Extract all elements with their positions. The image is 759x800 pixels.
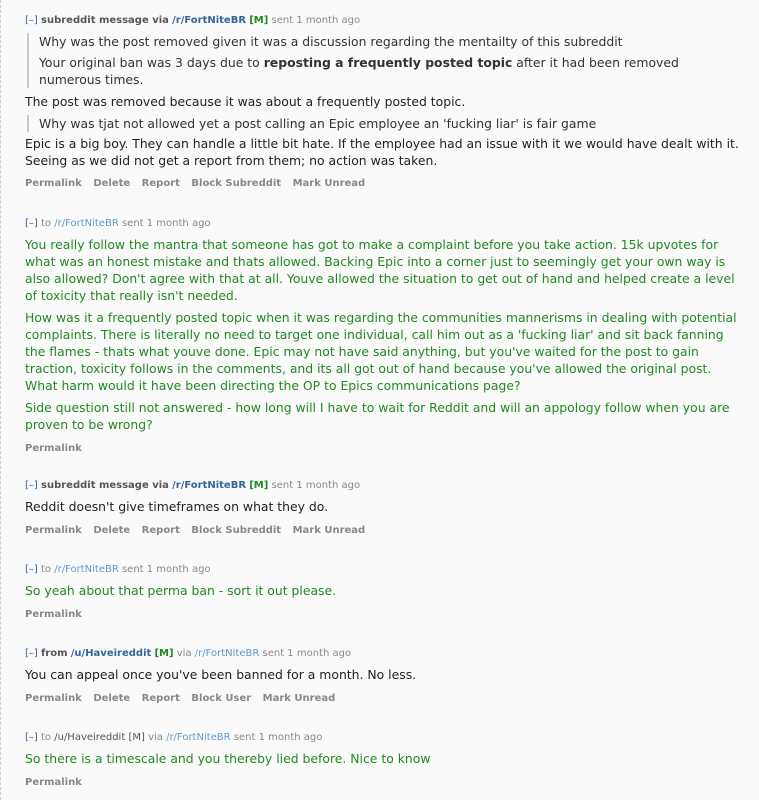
message-type: subreddit message via [41,480,169,491]
message-5 [0,647,759,706]
quote-text: Why was the post removed given it was a discussion regarding the mentailty of this subreddit [39,34,623,49]
report-button[interactable]: Report [141,693,180,704]
subreddit-link[interactable]: /r/FortNiteBR [54,564,119,575]
timestamp: sent 1 month ago [262,648,352,659]
moderator-badge: [M] [128,732,145,743]
via-label: via [176,648,192,659]
quote-text: Why was tjat not allowed yet a post calling an Epic employee an 'fucking liar' is fair game [39,116,597,131]
message-1 [0,14,759,191]
subreddit-link[interactable]: /r/FortNiteBR [54,218,119,229]
message-tagline [25,731,739,745]
message-body: So there is a timescale and you thereby lied before. Nice to know [25,751,431,766]
collapse-toggle[interactable]: [–] [25,648,38,659]
message-actions [25,692,739,706]
delete-button[interactable]: Delete [93,178,131,189]
message-tagline [25,14,739,28]
subreddit-link[interactable]: /r/FortNiteBR [166,732,231,743]
blockquote [27,33,739,88]
timestamp: sent 1 month ago [121,564,211,575]
collapse-toggle[interactable]: [–] [25,218,38,229]
message-3 [0,479,759,538]
message-tagline [25,647,739,661]
message-type: subreddit message via [41,15,169,26]
timestamp: sent 1 month ago [271,15,361,26]
message-body: You can appeal once you've been banned for a month. No less. [25,667,417,682]
message-body: Reddit doesn't give timeframes on what they do. [25,499,329,514]
message-tagline [25,563,739,577]
user-link[interactable]: /u/Haveireddit [54,732,126,743]
permalink-button[interactable]: Permalink [25,178,82,189]
moderator-badge: [M] [154,648,174,659]
message-tagline [25,479,739,493]
timestamp: sent 1 month ago [271,480,361,491]
subreddit-link[interactable]: /r/FortNiteBR [172,480,247,491]
report-button[interactable]: Report [141,525,180,536]
message-6 [0,731,759,790]
subreddit-link[interactable]: /r/FortNiteBR [194,648,260,659]
mark-unread-button[interactable]: Mark Unread [292,525,366,536]
delete-button[interactable]: Delete [93,525,131,536]
message-body: Side question still not answered - how long will I have to wait for Reddit and will an appology follow when you are proven to be wrong? [25,400,730,432]
message-body: Epic is a big boy. They can handle a little bit hate. If the employee had an issue with it we would have dealt with it. Seeing as we did not get a report from them; no action was taken. [25,136,739,168]
message-actions [25,608,739,622]
blockquote [27,115,739,132]
permalink-button[interactable]: Permalink [25,609,82,620]
moderator-badge: [M] [249,480,269,491]
permalink-button[interactable]: Permalink [25,777,82,788]
collapse-toggle[interactable]: [–] [25,564,38,575]
permalink-button[interactable]: Permalink [25,525,82,536]
subreddit-link[interactable]: /r/FortNiteBR [172,15,247,26]
permalink-button[interactable]: Permalink [25,443,82,454]
message-4 [0,563,759,622]
moderator-badge: [M] [249,15,269,26]
message-2 [0,217,759,456]
permalink-button[interactable]: Permalink [25,693,82,704]
delete-button[interactable]: Delete [93,693,131,704]
mark-unread-button[interactable]: Mark Unread [292,178,366,189]
recipient-prefix: to [41,218,52,229]
recipient-prefix: to [41,732,52,743]
message-tagline [25,217,739,231]
collapse-toggle[interactable]: [–] [25,732,38,743]
message-actions [25,776,739,790]
recipient-prefix: to [41,564,52,575]
message-body: So yeah about that perma ban - sort it out please. [25,583,337,598]
via-label: via [148,732,163,743]
user-link[interactable]: /u/Haveireddit [70,648,152,659]
block-subreddit-button[interactable]: Block Subreddit [191,178,282,189]
mark-unread-button[interactable]: Mark Unread [262,693,336,704]
collapse-toggle[interactable]: [–] [25,15,38,26]
message-body: You really follow the mantra that someone has got to make a complaint before you take action. 15k upvotes for what was an honest mistake and thats allowed. Backing Epic into a corner just to seemingly get your own way is also allowed? Don't agree with that at all. Youve allowed the situation to get out of hand and helped create a level of toxicity that really isn't needed. [25,237,735,303]
quote-text: Your original ban was 3 days due to reposting a frequently posted topic after it had been removed numerous times. [39,55,679,87]
timestamp: sent 1 month ago [121,218,211,229]
block-subreddit-button[interactable]: Block Subreddit [191,525,282,536]
timestamp: sent 1 month ago [233,732,323,743]
message-body: How was it a frequently posted topic when it was regarding the communities mannerisms in dealing with potential complaints. There is literally no need to target one individual, call him out as a 'fucking liar' and sit back fanning the flames - thats what youve done. Epic may not have said anything, but you've waited for the post to gain traction, toxicity follows in the comments, and its all got out of hand because you've allowed the original post. What harm would it have been directing the OP to Epics communications page? [25,310,737,393]
message-body: The post was removed because it was about a frequently posted topic. [25,94,466,109]
message-actions [25,177,739,191]
message-actions [25,524,739,538]
collapse-toggle[interactable]: [–] [25,480,38,491]
block-user-button[interactable]: Block User [191,693,252,704]
message-actions [25,442,739,456]
sender-prefix: from [41,648,68,659]
report-button[interactable]: Report [141,178,180,189]
